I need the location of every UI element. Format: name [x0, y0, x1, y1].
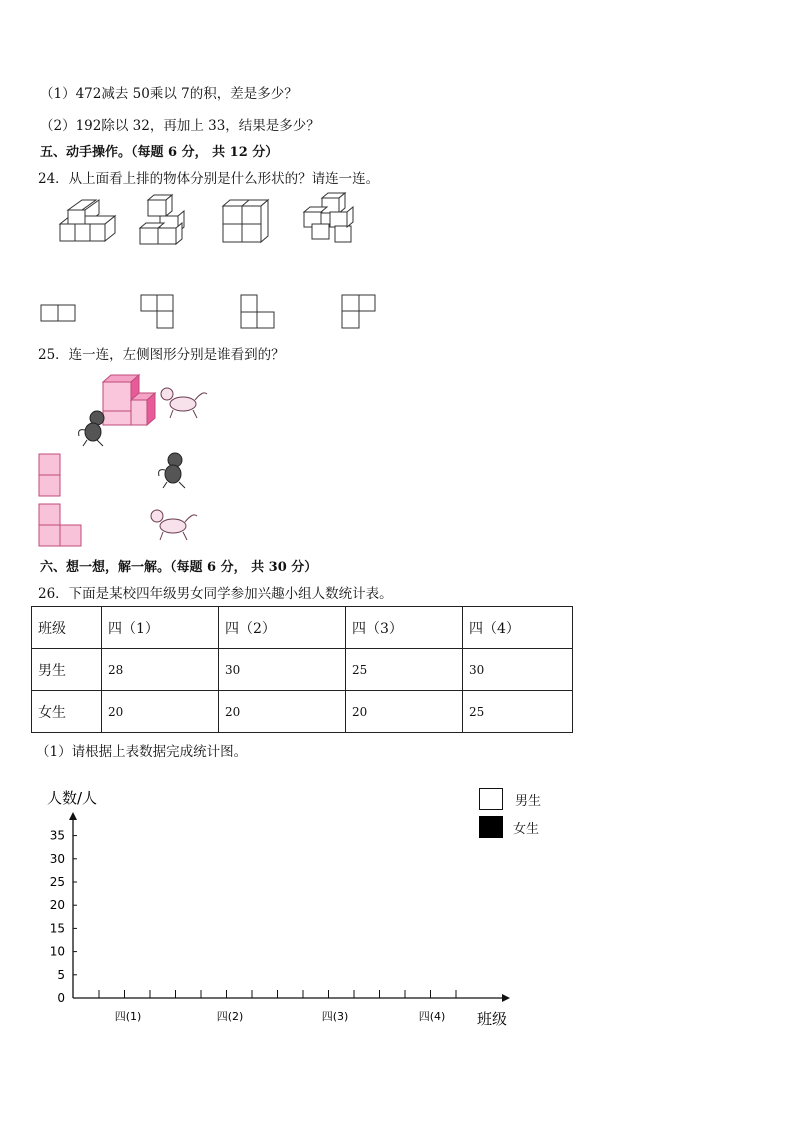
- view-figure-3: [241, 295, 274, 328]
- x-category-label: 四(3): [321, 1010, 349, 1023]
- table-header-cell: 四（3）: [346, 607, 463, 649]
- table-cell: 20: [102, 691, 219, 733]
- legend-label: 女生: [513, 821, 540, 837]
- stats-table: [31, 606, 573, 733]
- monkey-icon: [79, 411, 104, 446]
- y-tick-label: 20: [49, 898, 65, 913]
- table-cell: 25: [346, 649, 463, 691]
- x-category-label: 四(1): [114, 1010, 142, 1023]
- y-tick-label: 30: [49, 851, 65, 866]
- table-header-row: [32, 607, 573, 649]
- x-axis-arrow: [502, 994, 510, 1002]
- cube-figure-4: [304, 193, 353, 242]
- y-tick-label: 5: [57, 967, 65, 982]
- q24-figures: [40, 190, 380, 340]
- table-cell: 20: [346, 691, 463, 733]
- monkey-option-icon: [159, 453, 185, 488]
- question-sub-1: （1）472减去 50乘以 7的积，差是多少？: [40, 86, 298, 102]
- view-figure-2: [141, 295, 173, 328]
- x-axis-label: 班级: [477, 1010, 508, 1028]
- x-category-label: 四(2): [216, 1010, 244, 1023]
- table-header-cell: 四（2）: [219, 607, 346, 649]
- x-axis: [73, 990, 510, 1023]
- table-cell: 20: [219, 691, 346, 733]
- table-cell: 30: [463, 649, 573, 691]
- table-row: [32, 649, 573, 691]
- y-axis-label: 人数/人: [47, 789, 98, 807]
- question-26-sub-1: （1）请根据上表数据完成统计图。: [36, 744, 248, 760]
- y-axis: [50, 812, 77, 1005]
- table-cell: 30: [219, 649, 346, 691]
- table-header-cell: 四（4）: [463, 607, 573, 649]
- legend-item-boys: [479, 788, 541, 810]
- question-26: 26．下面是某校四年级男女同学参加兴趣小组人数统计表。: [38, 586, 393, 602]
- dog-option-icon: [151, 510, 197, 540]
- cube-figure-1: [60, 200, 115, 241]
- y-tick-label: 10: [49, 944, 65, 959]
- table-cell: 28: [102, 649, 219, 691]
- row-label: 女生: [32, 691, 102, 733]
- pink-block-3d: [103, 375, 155, 425]
- view-figure-4: [342, 295, 375, 328]
- table-cell: 25: [463, 691, 573, 733]
- q25-figures: [35, 370, 235, 550]
- row-label: 男生: [32, 649, 102, 691]
- x-category-label: 四(4): [418, 1010, 446, 1023]
- section-six-heading: 六、想一想，解一解。（每题 6 分， 共 30 分）: [40, 560, 318, 575]
- legend-label: 男生: [515, 793, 542, 809]
- y-tick-label: 25: [49, 875, 65, 889]
- table-header-cell: 四（1）: [102, 607, 219, 649]
- cube-figure-2: [140, 195, 184, 244]
- legend-swatch-boys: [479, 788, 503, 810]
- legend-item-girls: [479, 816, 541, 838]
- y-axis-arrow: [69, 812, 77, 820]
- question-sub-2: （2）192除以 32，再加上 33，结果是多少？: [40, 118, 320, 134]
- dog-icon: [161, 388, 207, 418]
- cube-figure-3: [223, 200, 268, 242]
- y-tick-label: 15: [49, 921, 65, 936]
- table-header-cell: 班级: [32, 607, 102, 649]
- question-24: 24．从上面看上排的物体分别是什么形状的？请连一连。: [38, 171, 380, 187]
- table-row: [32, 691, 573, 733]
- question-25: 25．连一连，左侧图形分别是谁看到的？: [38, 347, 285, 363]
- section-five-heading: 五、动手操作。（每题 6 分， 共 12 分）: [40, 145, 279, 160]
- y-tick-label: 35: [49, 828, 65, 843]
- pink-view-2: [39, 504, 81, 546]
- legend-swatch-girls: [479, 816, 503, 838]
- y-tick-label: 0: [57, 991, 65, 1005]
- chart-legend: [479, 788, 541, 838]
- pink-view-1: [39, 454, 60, 496]
- view-figure-1: [41, 305, 75, 321]
- bar-chart: [0, 770, 560, 1040]
